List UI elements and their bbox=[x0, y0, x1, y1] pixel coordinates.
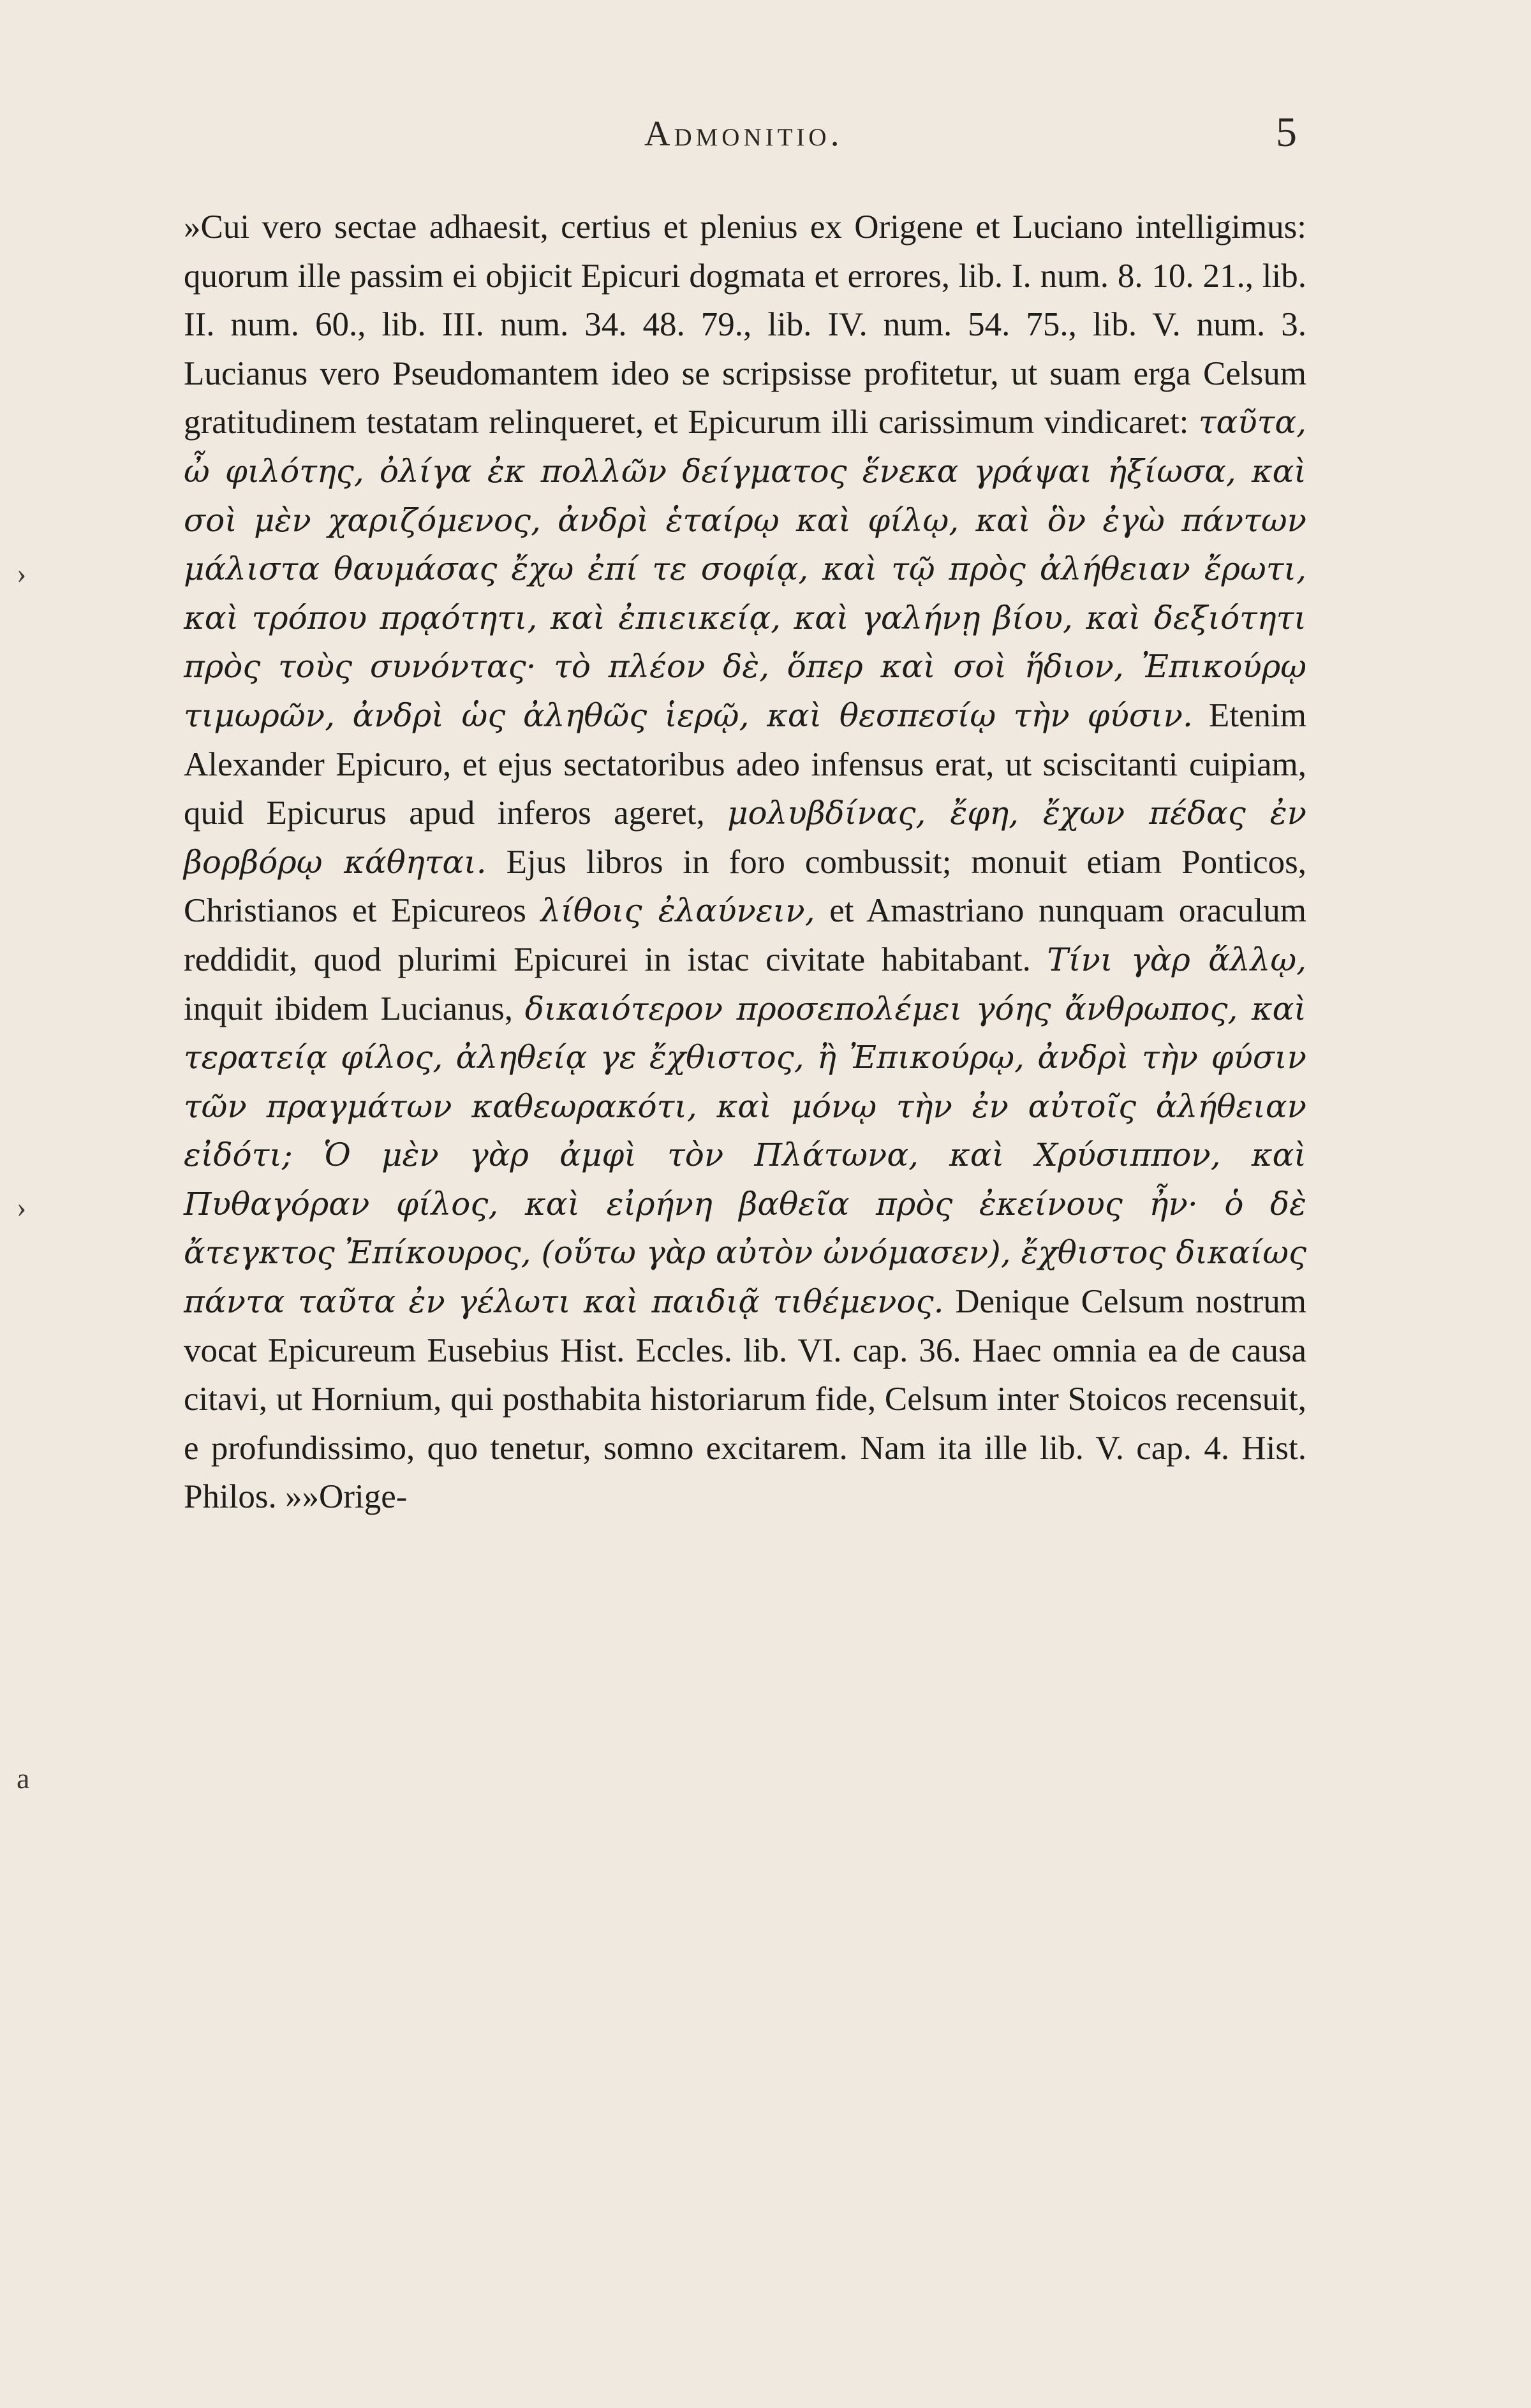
greek-quotation: λίθοις ἐλαύνειν, bbox=[540, 892, 815, 930]
margin-mark: a bbox=[17, 1762, 30, 1795]
margin-mark: › bbox=[17, 557, 27, 589]
margin-mark: › bbox=[17, 1191, 27, 1223]
greek-quotation: Τίνι γὰρ ἄλλῳ, bbox=[1047, 941, 1307, 978]
latin-text: »Cui vero sectae adhaesit, certius et plenius ex Origene et Luciano intelligimus: quorum ille passim ei objicit Epicuri dogmata et errores, lib. I. num. 8. 10. 21., lib. II. num. 60., lib. III. num. 34. 48. 79., lib. IV. num. 54. 75., lib. V. num. 3. Lucianus vero Pseudomantem ideo se scripsisse profitetur, ut suam erga Celsum gratitudinem testatam relinqueret, et Epicurum illi carissimum vindicaret: bbox=[184, 209, 1306, 441]
page-number: 5 bbox=[1276, 109, 1297, 156]
latin-text: Etenim Alexander Epicuro, et ejus sectatoribus adeo infensus erat, ut sciscitanti cuipiam, quid Epicurus apud inferos ageret, bbox=[184, 696, 1306, 832]
running-title: Admonitio. bbox=[644, 114, 843, 154]
latin-text: et Amastriano nunquam oraculum reddidit, quod plurimi Epicurei in istac civitate habitabant. bbox=[184, 892, 1307, 978]
latin-text: Ejus libros in foro combussit; monuit etiam Ponticos, Christianos et Epicureos bbox=[184, 843, 1307, 930]
greek-quotation: ταῦτα, ὦ φιλότης, ὀλίγα ἐκ πολλῶν δείγματος ἕνεκα γράψαι ἠξίωσα, καὶ σοὶ μὲν χαριζόμενος, ἀνδρὶ ἑταίρῳ καὶ φίλῳ, καὶ ὃν ἐγὼ πάντων μάλιστα θαυμάσας ἔχω ἐπί τε σοφίᾳ, καὶ τῷ πρὸς ἀλήθειαν ἔρωτι, καὶ τρόπου πρᾳότητι, καὶ ἐπιεικείᾳ, καὶ γαλήνῃ βίου, καὶ δεξιότητι πρὸς τοὺς συνόντας· τὸ πλέον δὲ, ὅπερ καὶ σοὶ ἥδιον, Ἐπικούρῳ τιμωρῶν, ἀνδρὶ ὡς ἀληθῶς ἱερῷ, καὶ θεσπεσίῳ τὴν φύσιν. bbox=[184, 404, 1307, 734]
greek-quotation: δικαιότερον προσεπολέμει γόης ἄνθρωπος, καὶ τερατείᾳ φίλος, ἀληθείᾳ γε ἔχθιστος, ἢ Ἐπικούρῳ, ἀνδρὶ τὴν φύσιν τῶν πραγμάτων καθεωρακότι, καὶ μόνῳ τὴν ἐν αὐτοῖς ἀλήθειαν εἰδότι; Ὁ μὲν γὰρ ἀμφὶ τὸν Πλάτωνα, καὶ Χρύσιππον, καὶ Πυθαγόραν φίλος, καὶ εἰρήνη βαθεῖα πρὸς ἐκείνους ἦν· ὁ δὲ ἄτεγκτος Ἐπίκουρος, (οὕτω γὰρ αὐτὸν ὠνόμασεν), ἔχθιστος δικαίως πάντα ταῦτα ἐν γέλωτι καὶ παιδιᾷ τιθέμενος. bbox=[184, 990, 1306, 1321]
body-paragraph bbox=[184, 203, 1306, 1522]
greek-quotation: μολυβδίνας, ἔφη, ἔχων πέδας ἐν βορβόρῳ κάθηται. bbox=[184, 795, 1306, 881]
latin-text: inquit ibidem Lucianus, bbox=[184, 990, 513, 1027]
latin-text: Denique Celsum nostrum vocat Epicureum Eusebius Hist. Eccles. lib. VI. cap. 36. Haec omnia ea de causa citavi, ut Hornium, qui posthabita historiarum fide, Celsum inter Stoicos recensuit, e profundissimo, quo tenetur, somno excitarem. Nam ita ille lib. V. cap. 4. Hist. Philos. »»Orige- bbox=[184, 1283, 1306, 1516]
